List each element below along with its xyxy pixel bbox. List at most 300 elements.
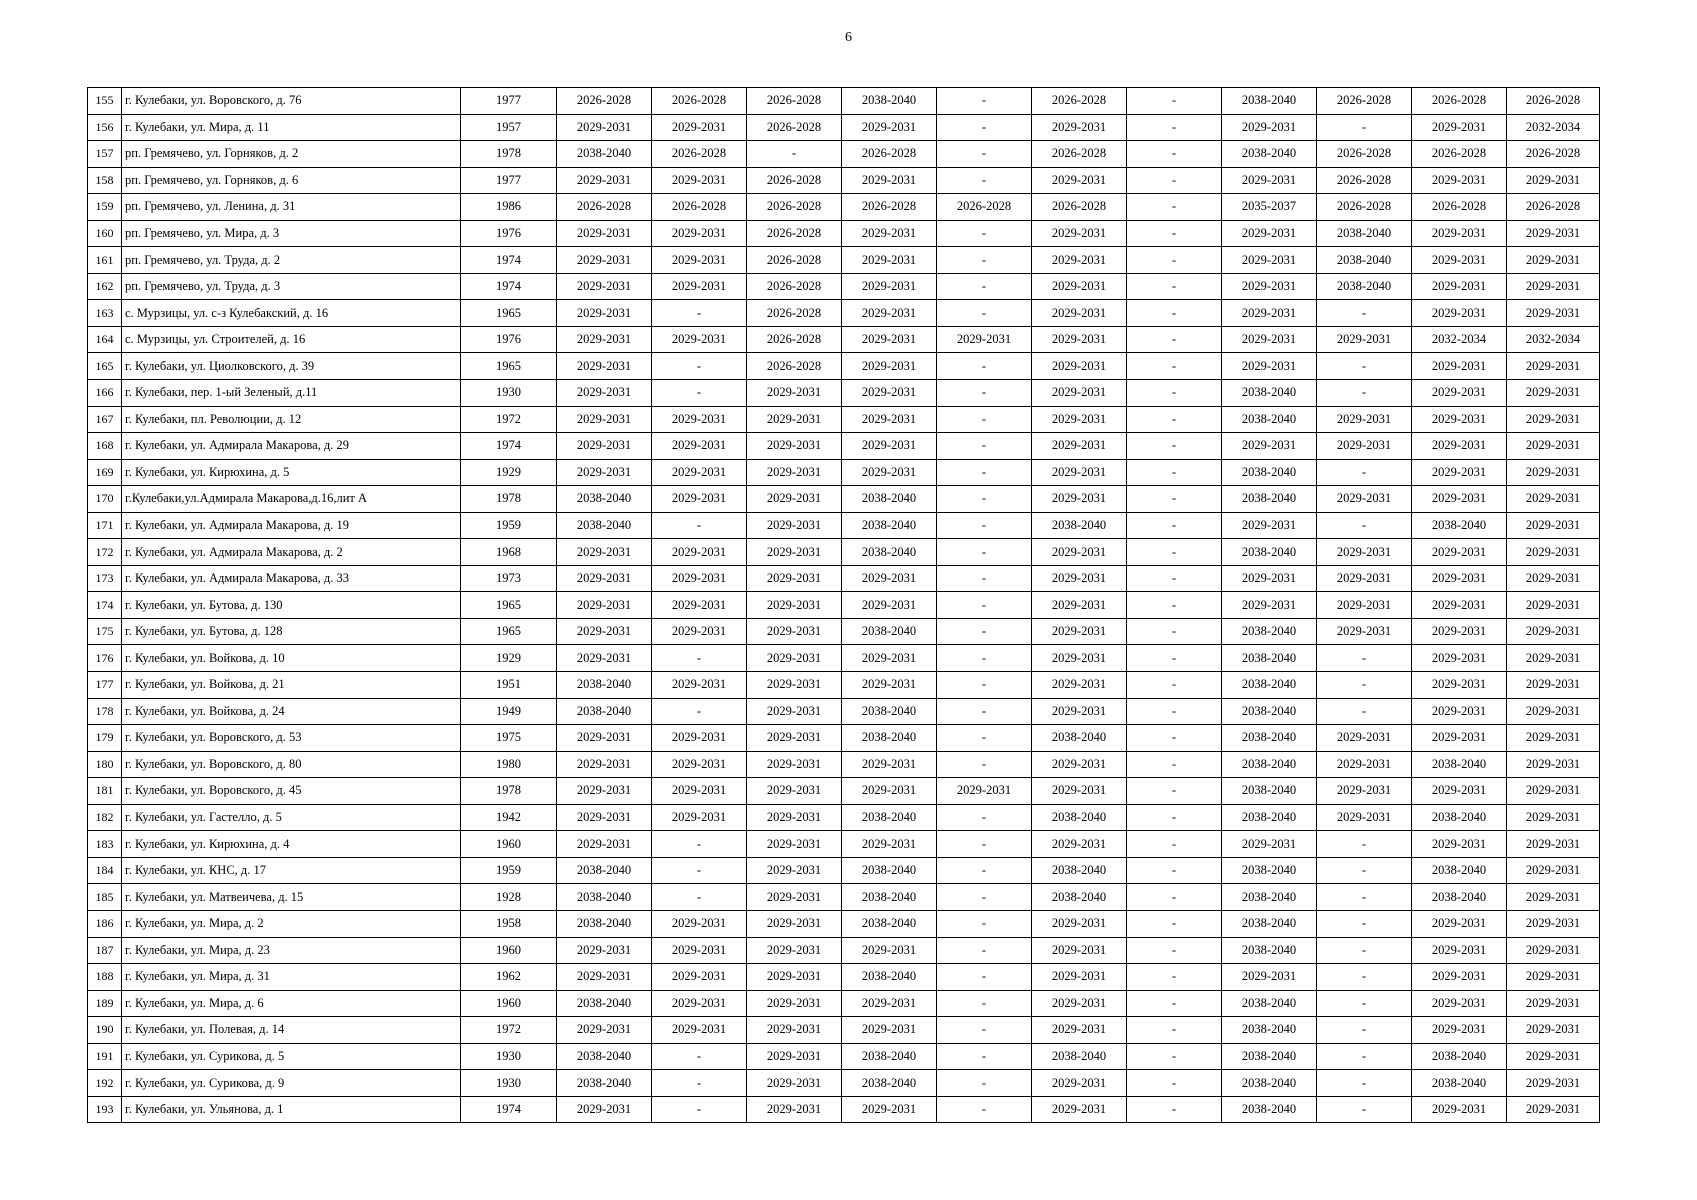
period-cell: 2029-2031 — [747, 459, 842, 486]
address-cell: г. Кулебаки, ул. Гастелло, д. 5 — [122, 804, 461, 831]
period-cell: 2029-2031 — [747, 512, 842, 539]
period-cell: 2038-2040 — [1032, 512, 1127, 539]
period-cell: - — [937, 88, 1032, 115]
period-cell: 2029-2031 — [747, 539, 842, 566]
period-cell: - — [1317, 300, 1412, 327]
period-cell: 2029-2031 — [747, 990, 842, 1017]
period-cell: 2029-2031 — [652, 910, 747, 937]
period-cell: 2029-2031 — [1032, 114, 1127, 141]
period-cell: 2029-2031 — [1222, 247, 1317, 274]
period-cell: - — [1127, 565, 1222, 592]
period-cell: 2029-2031 — [1507, 645, 1600, 672]
year-cell: 1951 — [461, 672, 557, 699]
period-cell: - — [937, 1070, 1032, 1097]
period-cell: - — [937, 645, 1032, 672]
period-cell: 2029-2031 — [1507, 300, 1600, 327]
period-cell: - — [652, 645, 747, 672]
period-cell: - — [1127, 964, 1222, 991]
row-number-cell: 192 — [88, 1070, 122, 1097]
period-cell: 2029-2031 — [842, 937, 937, 964]
period-cell: 2029-2031 — [1222, 326, 1317, 353]
address-cell: г. Кулебаки, ул. Ульянова, д. 1 — [122, 1096, 461, 1123]
row-number-cell: 160 — [88, 220, 122, 247]
table-row — [88, 964, 1600, 991]
period-cell: 2029-2031 — [747, 1017, 842, 1044]
period-cell: 2029-2031 — [842, 273, 937, 300]
year-cell: 1959 — [461, 512, 557, 539]
period-cell: 2038-2040 — [557, 141, 652, 168]
period-cell: 2032-2034 — [1507, 326, 1600, 353]
period-cell: 2029-2031 — [1032, 220, 1127, 247]
row-number-cell: 164 — [88, 326, 122, 353]
period-cell: 2038-2040 — [557, 990, 652, 1017]
period-cell: 2029-2031 — [937, 326, 1032, 353]
period-cell: 2029-2031 — [747, 1070, 842, 1097]
row-number-cell: 156 — [88, 114, 122, 141]
period-cell: 2029-2031 — [1222, 831, 1317, 858]
period-cell: 2026-2028 — [1032, 88, 1127, 115]
period-cell: 2029-2031 — [842, 565, 937, 592]
period-cell: 2029-2031 — [1032, 937, 1127, 964]
period-cell: 2029-2031 — [652, 672, 747, 699]
period-cell: - — [937, 751, 1032, 778]
period-cell: 2029-2031 — [1412, 937, 1507, 964]
row-number-cell: 185 — [88, 884, 122, 911]
address-cell: рп. Гремячево, ул. Горняков, д. 2 — [122, 141, 461, 168]
period-cell: - — [652, 353, 747, 380]
period-cell: - — [1317, 353, 1412, 380]
period-cell: 2029-2031 — [1317, 778, 1412, 805]
period-cell: 2026-2028 — [747, 353, 842, 380]
period-cell: 2029-2031 — [1507, 247, 1600, 274]
period-cell: - — [937, 273, 1032, 300]
period-cell: 2029-2031 — [557, 645, 652, 672]
period-cell: 2029-2031 — [1032, 698, 1127, 725]
period-cell: 2026-2028 — [1412, 194, 1507, 221]
period-cell: - — [937, 804, 1032, 831]
address-cell: г. Кулебаки, ул. Бутова, д. 130 — [122, 592, 461, 619]
period-cell: 2029-2031 — [842, 406, 937, 433]
period-cell: 2029-2031 — [652, 804, 747, 831]
year-cell: 1968 — [461, 539, 557, 566]
period-cell: 2038-2040 — [557, 486, 652, 513]
table-row — [88, 486, 1600, 513]
period-cell: - — [652, 884, 747, 911]
period-cell: 2026-2028 — [747, 194, 842, 221]
address-cell: г. Кулебаки, ул. КНС, д. 17 — [122, 857, 461, 884]
row-number-cell: 178 — [88, 698, 122, 725]
period-cell: 2038-2040 — [1222, 141, 1317, 168]
period-cell: - — [1317, 857, 1412, 884]
period-cell: 2029-2031 — [1507, 1070, 1600, 1097]
period-cell: 2029-2031 — [1507, 220, 1600, 247]
address-cell: г. Кулебаки, ул. Сурикова, д. 9 — [122, 1070, 461, 1097]
period-cell: 2029-2031 — [1507, 831, 1600, 858]
table-row — [88, 512, 1600, 539]
period-cell: 2038-2040 — [1222, 1017, 1317, 1044]
period-cell: 2038-2040 — [1317, 247, 1412, 274]
period-cell: 2029-2031 — [937, 778, 1032, 805]
period-cell: - — [1127, 141, 1222, 168]
period-cell: 2026-2028 — [652, 141, 747, 168]
period-cell: - — [1127, 1070, 1222, 1097]
period-cell: 2029-2031 — [842, 645, 937, 672]
period-cell: 2029-2031 — [1507, 990, 1600, 1017]
period-cell: 2029-2031 — [842, 433, 937, 460]
period-cell: 2038-2040 — [1222, 698, 1317, 725]
year-cell: 1976 — [461, 326, 557, 353]
period-cell: 2029-2031 — [652, 964, 747, 991]
period-cell: 2038-2040 — [1222, 618, 1317, 645]
period-cell: 2026-2028 — [1032, 141, 1127, 168]
period-cell: 2029-2031 — [1032, 831, 1127, 858]
table-row — [88, 698, 1600, 725]
period-cell: 2029-2031 — [747, 1096, 842, 1123]
period-cell: 2038-2040 — [1222, 1043, 1317, 1070]
period-cell: 2029-2031 — [1317, 751, 1412, 778]
period-cell: 2029-2031 — [1412, 778, 1507, 805]
row-number-cell: 187 — [88, 937, 122, 964]
period-cell: - — [1127, 990, 1222, 1017]
period-cell: 2026-2028 — [1412, 141, 1507, 168]
period-cell: 2029-2031 — [1412, 698, 1507, 725]
period-cell: 2029-2031 — [842, 353, 937, 380]
period-cell: - — [937, 486, 1032, 513]
period-cell: 2038-2040 — [1222, 88, 1317, 115]
period-cell: 2038-2040 — [1412, 884, 1507, 911]
period-cell: 2029-2031 — [1317, 618, 1412, 645]
period-cell: 2029-2031 — [652, 725, 747, 752]
period-cell: 2038-2040 — [557, 910, 652, 937]
period-cell: - — [1127, 804, 1222, 831]
period-cell: 2029-2031 — [842, 1096, 937, 1123]
period-cell: 2029-2031 — [1032, 300, 1127, 327]
row-number-cell: 162 — [88, 273, 122, 300]
period-cell: - — [937, 831, 1032, 858]
period-cell: - — [1317, 1096, 1412, 1123]
period-cell: 2029-2031 — [652, 220, 747, 247]
table-row — [88, 88, 1600, 115]
period-cell: - — [1317, 831, 1412, 858]
address-cell: г. Кулебаки, ул. Войкова, д. 10 — [122, 645, 461, 672]
year-cell: 1928 — [461, 884, 557, 911]
year-cell: 1930 — [461, 1043, 557, 1070]
period-cell: 2029-2031 — [652, 486, 747, 513]
year-cell: 1929 — [461, 645, 557, 672]
period-cell: - — [1127, 1096, 1222, 1123]
page-number: 6 — [845, 30, 852, 45]
period-cell: 2029-2031 — [557, 804, 652, 831]
period-cell: 2029-2031 — [1032, 273, 1127, 300]
table-row — [88, 672, 1600, 699]
period-cell: 2038-2040 — [1222, 990, 1317, 1017]
address-cell: г. Кулебаки, ул. Адмирала Макарова, д. 19 — [122, 512, 461, 539]
table-row — [88, 539, 1600, 566]
period-cell: 2029-2031 — [747, 910, 842, 937]
period-cell: 2029-2031 — [1412, 247, 1507, 274]
period-cell: 2029-2031 — [652, 1017, 747, 1044]
period-cell: - — [1127, 273, 1222, 300]
period-cell: 2038-2040 — [1412, 1070, 1507, 1097]
period-cell: - — [1127, 725, 1222, 752]
row-number-cell: 155 — [88, 88, 122, 115]
address-cell: г. Кулебаки, ул. Полевая, д. 14 — [122, 1017, 461, 1044]
period-cell: 2038-2040 — [842, 804, 937, 831]
row-number-cell: 159 — [88, 194, 122, 221]
year-cell: 1975 — [461, 725, 557, 752]
period-cell: - — [937, 353, 1032, 380]
period-cell: - — [652, 698, 747, 725]
period-cell: 2029-2031 — [1507, 1043, 1600, 1070]
period-cell: 2029-2031 — [1507, 964, 1600, 991]
table-row — [88, 353, 1600, 380]
period-cell: - — [937, 141, 1032, 168]
period-cell: 2029-2031 — [1317, 406, 1412, 433]
period-cell: 2026-2028 — [747, 114, 842, 141]
address-cell: г.Кулебаки,ул.Адмирала Макарова,д.16,лит А — [122, 486, 461, 513]
period-cell: - — [1127, 884, 1222, 911]
period-cell: 2029-2031 — [747, 618, 842, 645]
period-cell: 2029-2031 — [1032, 167, 1127, 194]
table-row — [88, 884, 1600, 911]
period-cell: 2029-2031 — [557, 618, 652, 645]
year-cell: 1977 — [461, 167, 557, 194]
period-cell: 2038-2040 — [1317, 273, 1412, 300]
period-cell: 2029-2031 — [1032, 778, 1127, 805]
period-cell: 2029-2031 — [1507, 459, 1600, 486]
row-number-cell: 166 — [88, 380, 122, 407]
period-cell: 2026-2028 — [747, 88, 842, 115]
period-cell: 2032-2034 — [1507, 114, 1600, 141]
period-cell: 2029-2031 — [1317, 433, 1412, 460]
period-cell: 2026-2028 — [1317, 141, 1412, 168]
address-cell: г. Кулебаки, ул. Воровского, д. 45 — [122, 778, 461, 805]
table-row — [88, 937, 1600, 964]
period-cell: - — [1127, 910, 1222, 937]
period-cell: - — [1317, 964, 1412, 991]
period-cell: 2038-2040 — [1412, 1043, 1507, 1070]
period-cell: 2038-2040 — [1412, 804, 1507, 831]
period-cell: 2029-2031 — [747, 804, 842, 831]
period-cell: 2029-2031 — [652, 273, 747, 300]
period-cell: 2029-2031 — [842, 831, 937, 858]
period-cell: 2029-2031 — [652, 114, 747, 141]
period-cell: 2029-2031 — [842, 459, 937, 486]
period-cell: 2038-2040 — [1222, 910, 1317, 937]
period-cell: - — [1127, 194, 1222, 221]
period-cell: - — [1127, 220, 1222, 247]
period-cell: 2029-2031 — [747, 645, 842, 672]
period-cell: - — [1127, 698, 1222, 725]
period-cell: 2029-2031 — [1412, 406, 1507, 433]
period-cell: 2038-2040 — [1032, 804, 1127, 831]
period-cell: 2029-2031 — [1317, 565, 1412, 592]
period-cell: - — [1317, 698, 1412, 725]
period-cell: 2029-2031 — [1032, 751, 1127, 778]
table-row — [88, 141, 1600, 168]
period-cell: 2029-2031 — [747, 884, 842, 911]
period-cell: 2029-2031 — [842, 592, 937, 619]
period-cell: 2029-2031 — [1317, 725, 1412, 752]
period-cell: 2029-2031 — [557, 406, 652, 433]
period-cell: - — [937, 512, 1032, 539]
period-cell: - — [1317, 990, 1412, 1017]
period-cell: 2029-2031 — [1412, 672, 1507, 699]
period-cell: 2029-2031 — [747, 380, 842, 407]
period-cell: 2038-2040 — [1222, 380, 1317, 407]
period-cell: 2029-2031 — [557, 1017, 652, 1044]
period-cell: - — [937, 167, 1032, 194]
period-cell: 2029-2031 — [557, 220, 652, 247]
table-row — [88, 1017, 1600, 1044]
table-row — [88, 778, 1600, 805]
period-cell: 2029-2031 — [1222, 167, 1317, 194]
period-cell: 2038-2040 — [1032, 1043, 1127, 1070]
row-number-cell: 190 — [88, 1017, 122, 1044]
table-row — [88, 247, 1600, 274]
period-cell: 2026-2028 — [557, 88, 652, 115]
period-cell: - — [937, 964, 1032, 991]
address-cell: г. Кулебаки, ул. Войкова, д. 24 — [122, 698, 461, 725]
period-cell: - — [937, 539, 1032, 566]
period-cell: - — [937, 1096, 1032, 1123]
row-number-cell: 173 — [88, 565, 122, 592]
table-row — [88, 990, 1600, 1017]
period-cell: 2029-2031 — [652, 937, 747, 964]
table-row — [88, 273, 1600, 300]
period-cell: 2029-2031 — [747, 778, 842, 805]
period-cell: - — [1127, 167, 1222, 194]
period-cell: 2029-2031 — [1032, 618, 1127, 645]
period-cell: - — [1127, 326, 1222, 353]
year-cell: 1976 — [461, 220, 557, 247]
period-cell: 2038-2040 — [1222, 751, 1317, 778]
row-number-cell: 183 — [88, 831, 122, 858]
period-cell: 2029-2031 — [557, 300, 652, 327]
period-cell: 2029-2031 — [747, 406, 842, 433]
period-cell: 2029-2031 — [842, 1017, 937, 1044]
period-cell: 2029-2031 — [557, 539, 652, 566]
period-cell: 2029-2031 — [1222, 964, 1317, 991]
table-row — [88, 1043, 1600, 1070]
address-cell: г. Кулебаки, ул. Адмирала Макарова, д. 33 — [122, 565, 461, 592]
period-cell: - — [937, 725, 1032, 752]
period-cell: - — [652, 1070, 747, 1097]
period-cell: - — [1127, 778, 1222, 805]
row-number-cell: 161 — [88, 247, 122, 274]
period-cell: 2029-2031 — [1507, 406, 1600, 433]
period-cell: 2029-2031 — [842, 300, 937, 327]
period-cell: 2038-2040 — [557, 1043, 652, 1070]
period-cell: 2026-2028 — [652, 88, 747, 115]
period-cell: 2029-2031 — [652, 592, 747, 619]
period-cell: 2029-2031 — [652, 751, 747, 778]
period-cell: - — [937, 698, 1032, 725]
period-cell: 2029-2031 — [842, 380, 937, 407]
period-cell: 2026-2028 — [747, 247, 842, 274]
period-cell: - — [937, 672, 1032, 699]
period-cell: - — [1127, 433, 1222, 460]
row-number-cell: 158 — [88, 167, 122, 194]
year-cell: 1960 — [461, 937, 557, 964]
table-row — [88, 459, 1600, 486]
table-row — [88, 910, 1600, 937]
period-cell: 2038-2040 — [557, 512, 652, 539]
period-cell: 2029-2031 — [557, 433, 652, 460]
year-cell: 1930 — [461, 1070, 557, 1097]
period-cell: 2029-2031 — [747, 725, 842, 752]
period-cell: 2029-2031 — [747, 964, 842, 991]
table-row — [88, 1096, 1600, 1123]
period-cell: 2029-2031 — [1032, 910, 1127, 937]
year-cell: 1949 — [461, 698, 557, 725]
period-cell: 2029-2031 — [842, 990, 937, 1017]
year-cell: 1960 — [461, 831, 557, 858]
period-cell: 2029-2031 — [747, 486, 842, 513]
period-cell: 2026-2028 — [1317, 167, 1412, 194]
address-cell: г. Кулебаки, ул. Сурикова, д. 5 — [122, 1043, 461, 1070]
table-row — [88, 167, 1600, 194]
period-cell: 2038-2040 — [1222, 1096, 1317, 1123]
period-cell: 2029-2031 — [1412, 910, 1507, 937]
period-cell: 2029-2031 — [652, 565, 747, 592]
period-cell: - — [937, 459, 1032, 486]
period-cell: 2038-2040 — [1222, 884, 1317, 911]
period-cell: 2029-2031 — [557, 592, 652, 619]
period-cell: 2038-2040 — [1222, 725, 1317, 752]
address-cell: г. Кулебаки, ул. Воровского, д. 76 — [122, 88, 461, 115]
period-cell: 2029-2031 — [557, 831, 652, 858]
period-cell: 2026-2028 — [747, 326, 842, 353]
period-cell: - — [652, 831, 747, 858]
period-cell: - — [1317, 114, 1412, 141]
period-cell: 2029-2031 — [842, 751, 937, 778]
address-cell: с. Мурзицы, ул. Строителей, д. 16 — [122, 326, 461, 353]
row-number-cell: 184 — [88, 857, 122, 884]
period-cell: 2029-2031 — [1507, 857, 1600, 884]
period-cell: 2038-2040 — [1222, 778, 1317, 805]
period-cell: 2029-2031 — [1412, 645, 1507, 672]
period-cell: 2038-2040 — [1222, 486, 1317, 513]
period-cell: - — [937, 592, 1032, 619]
period-cell: 2026-2028 — [842, 141, 937, 168]
address-cell: г. Кулебаки, ул. Мира, д. 31 — [122, 964, 461, 991]
period-cell: 2038-2040 — [1222, 459, 1317, 486]
period-cell: 2038-2040 — [1412, 512, 1507, 539]
address-cell: г. Кулебаки, ул. Мира, д. 2 — [122, 910, 461, 937]
row-number-cell: 182 — [88, 804, 122, 831]
table-row — [88, 194, 1600, 221]
period-cell: 2029-2031 — [1507, 937, 1600, 964]
period-cell: 2029-2031 — [1412, 990, 1507, 1017]
table-row — [88, 326, 1600, 353]
period-cell: - — [652, 380, 747, 407]
period-cell: 2029-2031 — [1317, 592, 1412, 619]
period-cell: 2029-2031 — [842, 778, 937, 805]
period-cell: 2038-2040 — [842, 964, 937, 991]
period-cell: 2029-2031 — [652, 326, 747, 353]
address-cell: г. Кулебаки, ул. Кирюхина, д. 5 — [122, 459, 461, 486]
year-cell: 1974 — [461, 1096, 557, 1123]
period-cell: - — [937, 114, 1032, 141]
period-cell: 2029-2031 — [1412, 220, 1507, 247]
period-cell: 2029-2031 — [1507, 672, 1600, 699]
period-cell: 2038-2040 — [1222, 1070, 1317, 1097]
year-cell: 1958 — [461, 910, 557, 937]
period-cell: 2026-2028 — [652, 194, 747, 221]
year-cell: 1973 — [461, 565, 557, 592]
period-cell: 2029-2031 — [557, 964, 652, 991]
